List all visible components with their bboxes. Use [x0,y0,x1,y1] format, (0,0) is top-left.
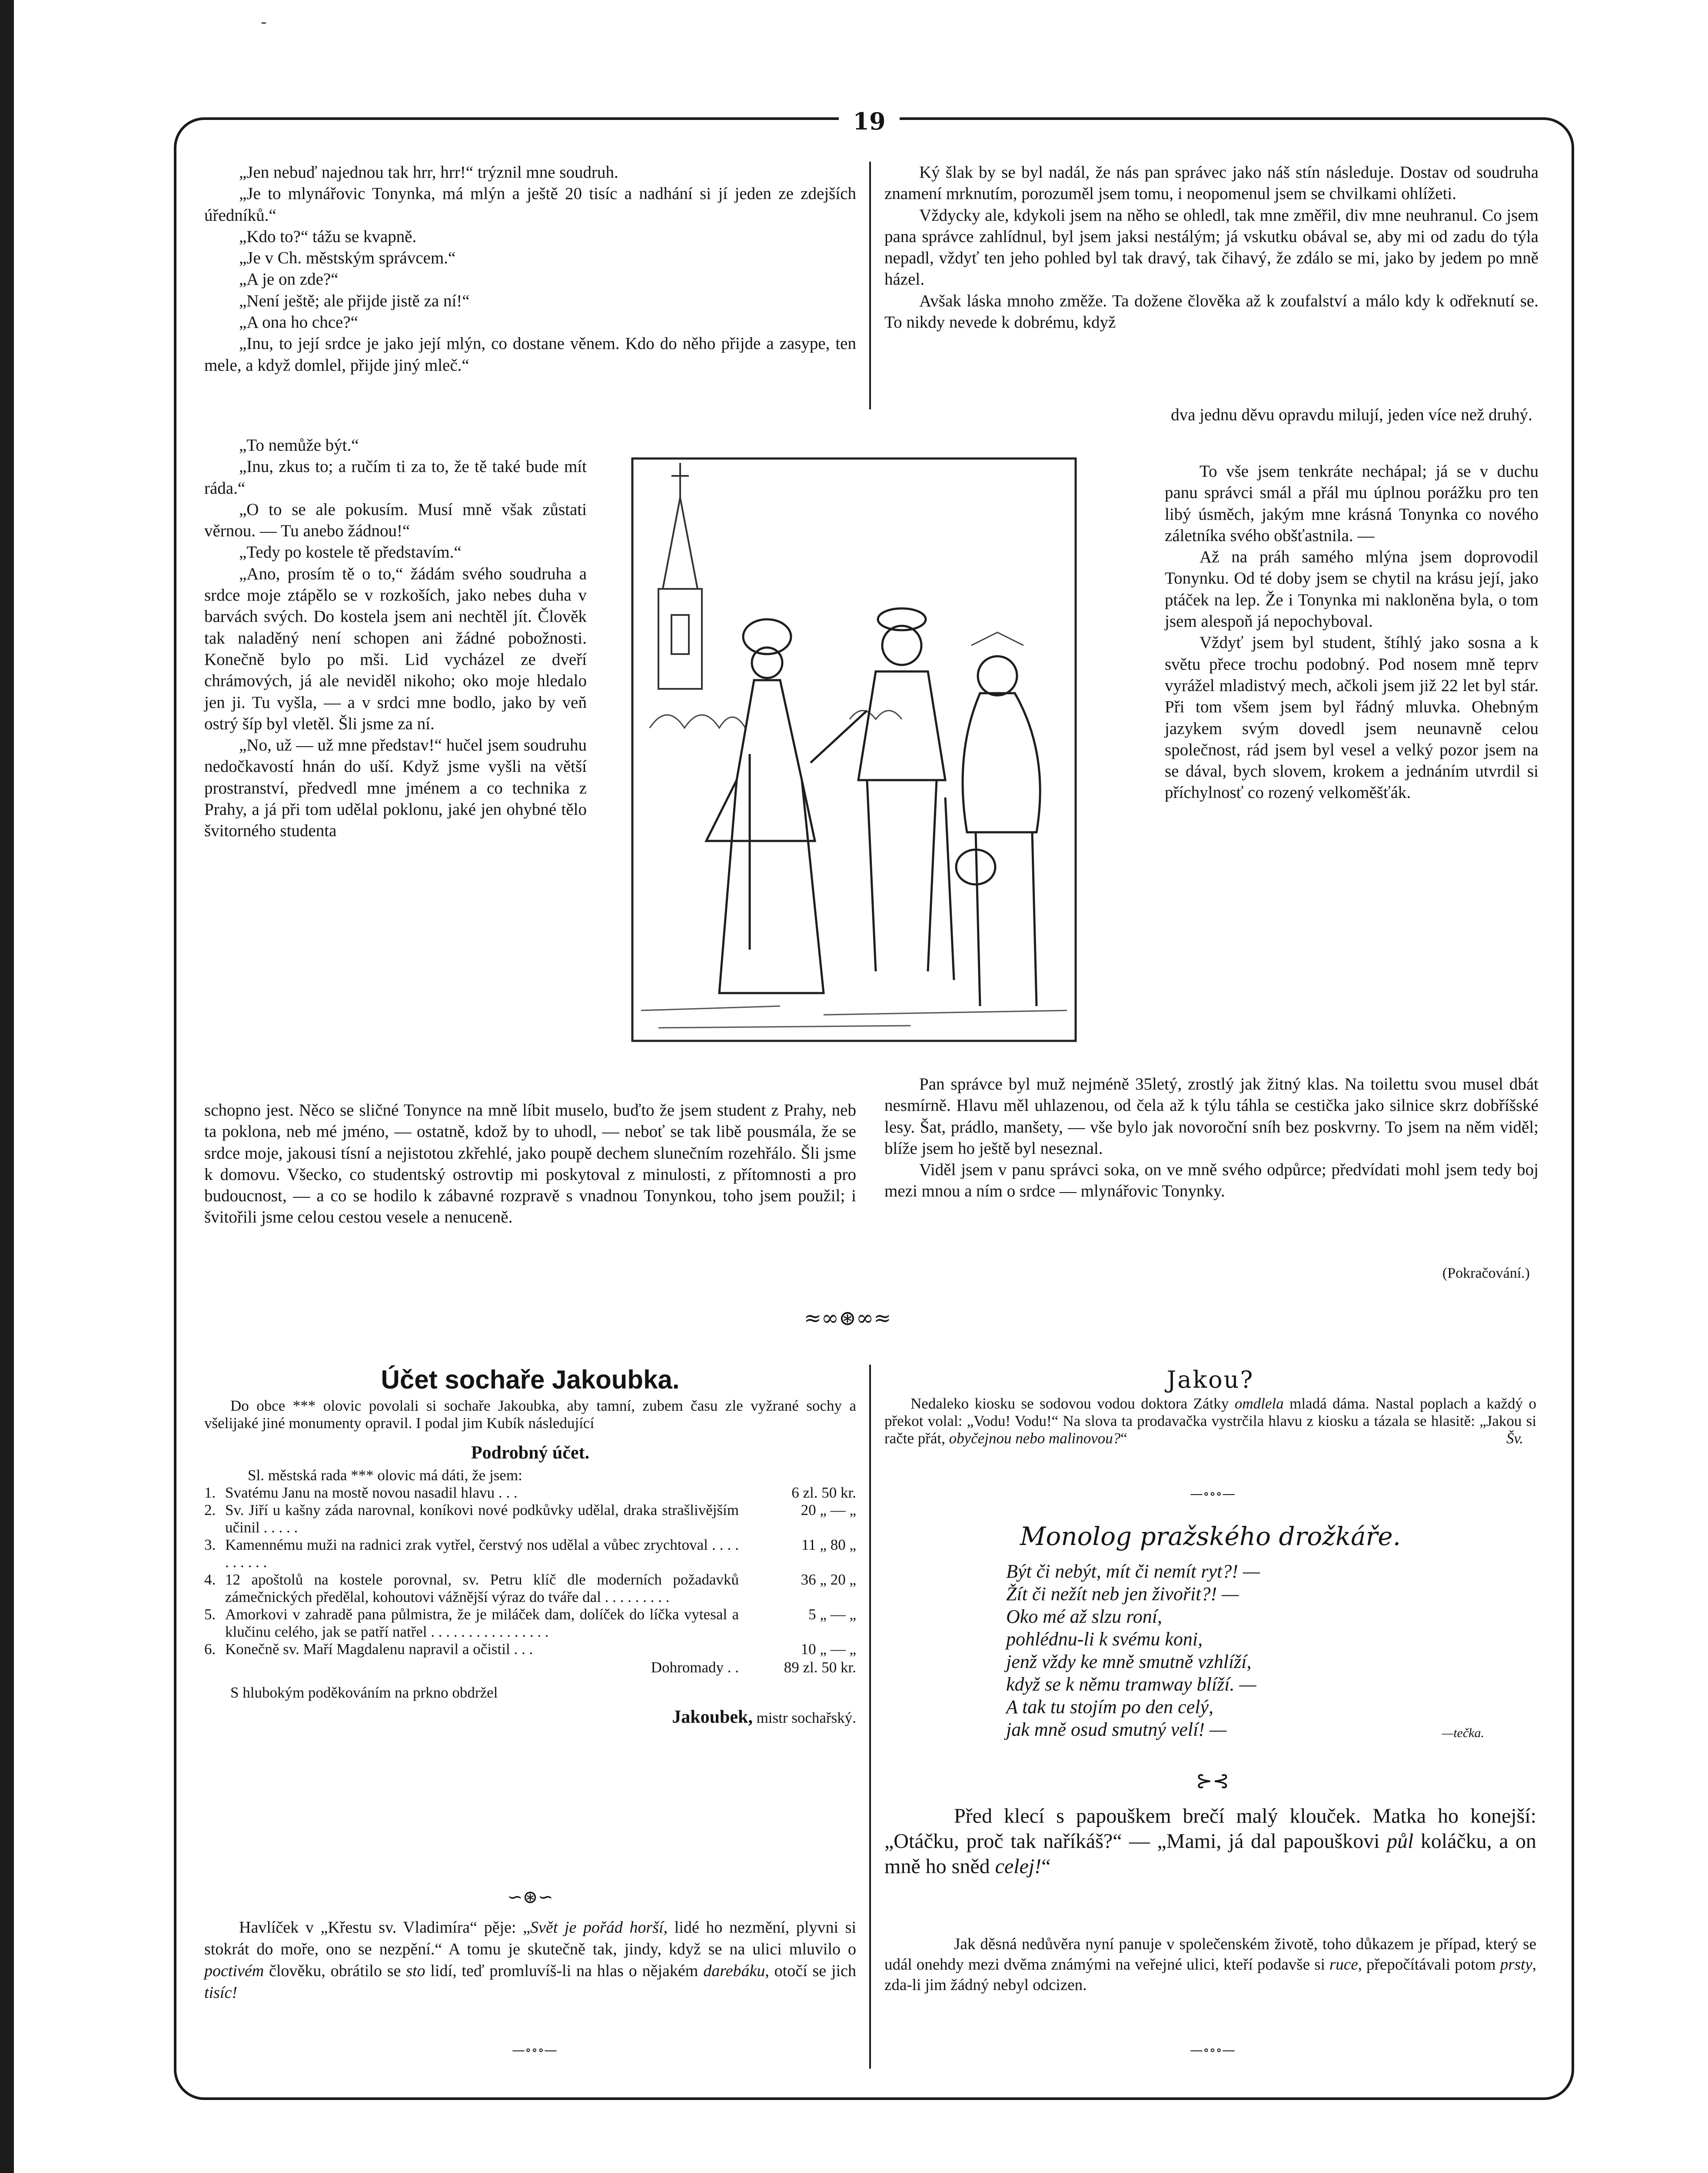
poem-line: Žít či nežít neb jen živořit?! — [1006,1583,1239,1605]
bill-item-amount: 20 „ — „ [801,1502,856,1518]
story-paragraph: „Je v Ch. městským správcem.“ [239,249,456,268]
man-bowing-figure [956,656,1040,1006]
page-number: 19 [839,102,900,141]
story-paragraph: Vždycky ale, kdykoli jsem na něho se ohledl, tak mne změřil, div mne neuhranul. Co jsem pana správce zahlídnul, byl jsem jaksi nestálým; já vskutku obával se, aby mi od zadu do týla nepadl, vždyť ten jeho pohled byl tak dravý, tak čihavý, že zdálo se mi, jako by jedem po mně házel. [884,206,1539,289]
havlicek-ornament: ∽⊛∽ [507,1886,553,1907]
story-paragraph: „No, už — už mne představ!“ hučel jsem soudruhu nedočkavostí hnán do uší. Když jsme vyšli na větší prostranství, předvedl mne jménem a co technika z Prahy, a já při tom udělal poklonu, jaké jen ohybné tělo švitorného studenta [204,736,587,841]
bill-item-number: 2. [204,1502,216,1518]
story-paragraph: „Není ještě; ale přijde jistě za ní!“ [239,291,470,310]
bill-item-text: Konečně sv. Maří Magdalenu napravil a očistil . . . [225,1641,533,1658]
story-column-2-bottom [884,1073,1539,1202]
italic-text: omdlela [1234,1395,1284,1412]
monolog-poem [884,1560,1536,1741]
story-paragraph: To vše jsem tenkráte nechápal; já se v duchu panu správci smál a přál mu úplnou porážku pro ten libý úsměch, jakým mne krásná Tonynka co nového záletníka svého obšťastnila. — [1165,462,1539,545]
story-paragraph: „Inu, to její srdce je jako její mlýn, co dostane věnem. Kdo do něho přijde a zasype, ten mele, a když domlel, přijde jiný mleč.“ [204,334,856,375]
column-rule [869,162,871,409]
text-run: , otočí se jich [765,1962,856,1980]
bill-item-text: Kamennému muži na radnici zrak vytřel, čerstvý nos udělal a vůbec zrychtoval . . . . . . . . . . [225,1536,739,1571]
column-rule [869,1365,871,2069]
story-paragraph: Vždyť jsem byl student, štíhlý jako sosna a k světu přece trochu podobný. Pod nosem mně teprv vyrážel mladistvý mech, ačkoli jsem již 22 let byl stár. Při tom všem jsem byl řádný mluvka. Ohebným jazykem svým dovedl jsem neunavně celou společnost, rád jsem byl vesel a velký pozor jsem na se dával, bych slovem, krokem a jednáním utvrdil si příchylnosť co rozený velkoměšťák. [1165,633,1539,802]
distrust-article [884,1934,1536,1995]
bill-item [204,1536,856,1571]
italic-text: ruce [1329,1956,1358,1974]
italic-text: celej! [995,1855,1042,1878]
bill-item-number: 3. [204,1536,216,1553]
woman-figure [706,619,824,993]
bill-signature-name: Jakoubek, [672,1707,753,1727]
text-run: “ [1041,1855,1051,1878]
italic-text: sto [406,1962,425,1980]
church-steeple [658,463,702,689]
bill-item-amount: 36 „ 20 „ [801,1571,856,1588]
poem-line: Být či nebýt, mít či nemít ryt?! — [1006,1561,1260,1582]
italic-text: prsty [1500,1956,1532,1974]
jakou-ornament: —∘∘∘— [1190,1486,1236,1502]
bill-item-text: Svatému Janu na mostě novou nasadil hlavu . . . [225,1484,518,1501]
italic-text: darebáku [703,1962,765,1980]
story-column-1-narrow [204,435,587,842]
text-run: lidí, teď promluvíš-li na hlas o nějakém [425,1962,704,1980]
ground-hatching [641,1006,1067,1028]
bill-salutation: Sl. městská rada *** olovic má dáti, že jsem: [248,1467,522,1484]
story-column-2-narrow [1165,461,1539,804]
story-paragraph: Avšak láska mnoho změže. Ta dožene člověka až k zoufalství a málo kdy k odřeknutí se. To nikdy nevede k dobrému, když [884,291,1539,332]
havlicek-end-ornament: —∘∘∘— [512,2043,558,2058]
story-paragraph: „A je on zde?“ [239,270,339,289]
bill-signature [204,1708,856,1727]
text-run: , přepočítávali potom [1358,1956,1500,1974]
bill-item-amount: 10 „ — „ [801,1641,856,1658]
monolog-ornament: ⊱⊰ [1196,1769,1229,1792]
bill-item-text: Amorkovi v zahradě pana půlmistra, že je miláček dam, dolíček do líčka vytesal a klučinu celého, jak se patří natřel . . . . . . . . . . . . . . . . [225,1606,739,1640]
bill-item-amount: 6 zl. 50 kr. [791,1484,856,1501]
italic-text: Svět je pořád horší [530,1918,664,1937]
bill-item-number: 5. [204,1606,216,1623]
jakou-article [884,1365,1536,1447]
parrot-article [884,1804,1536,1879]
section-divider: ≈∞⊛∞≈ [804,1306,891,1330]
monolog-article [884,1517,1536,1744]
poem-line: jenž vždy ke mně smutně vzhlíží, [1006,1651,1252,1672]
jakou-title: Jakou? [1166,1366,1254,1393]
text-run: člověku, obrátilo se [264,1962,406,1980]
bill-item-text: Sv. Jiří u kašny záda narovnal, koníkovi nové podkůvky udělal, draka strašlivějším učinil . . . . . [225,1502,739,1536]
corner-mark: - [261,12,267,32]
distrust-paragraph [884,1934,1536,1995]
italic-text: obyčejnou nebo malinovou? [949,1430,1121,1447]
text-run: Havlíček v „Křestu sv. Vladimíra“ pěje: „ [239,1918,531,1937]
bill-total [204,1659,856,1676]
bill-item [204,1484,856,1502]
story-paragraph: „O to se ale pokusím. Musí mně však zůstati věrnou. — Tu anebo žádnou!“ [204,500,587,541]
poem-line: když se k němu tramway blíží. — [1006,1674,1256,1695]
scan-edge [0,0,14,2173]
italic-text: půl [1386,1830,1414,1853]
text-run: mladá dáma. Nastal poplach a každý o překot volal: „Vodu! Vodu!“ Na slova ta prodavačka vystrčila hlavu z kiosku a tázala se hlasitě: „Jakou si račte přát, [884,1395,1537,1447]
text-run: , zda-li jim žádný nebyl odcizen. [884,1956,1536,1994]
parrot-paragraph [884,1804,1536,1879]
continued-note: (Pokračování.) [1442,1265,1530,1281]
bill-item-number: 4. [204,1571,216,1588]
crowd-sketch [650,632,1023,728]
poem-line: Oko mé až slzu roní, [1006,1606,1162,1627]
monolog-title: Monolog pražského drožkáře. [1020,1522,1401,1551]
story-paragraph: „Jen nebuď najednou tak hrr, hrr!“ trýznil mne soudruh. [239,163,618,182]
havlicek-article [204,1917,856,2004]
story-paragraph: „To nemůže být.“ [239,436,359,455]
poem-line: pohlédnu-li k svému koni, [1006,1628,1203,1650]
story-paragraph: Pan správce byl muž nejméně 35letý, zrostlý jak žitný klas. Na toilettu svou musel dbát nesmírně. Hlavu měl uhlazenou, od čela až k týlu táhla se cestička jako silnice skrz dobříšské lesy. Šat, prádlo, manšety, — vše bylo jak novoroční sníh bez poskvrny. To jsem na něm viděl; blíže jsem ho ještě byl neseznal. [884,1075,1539,1158]
man-student-figure [811,608,954,980]
bill-item-amount: 5 „ — „ [808,1606,856,1623]
illustration [606,450,1115,1063]
illustration-border [632,459,1076,1041]
bill-total-amount: 89 zl. 50 kr. [784,1659,856,1676]
story-paragraph: „Inu, zkus to; a ručím ti za to, že tě také bude mít ráda.“ [204,457,587,498]
bill-item-amount: 11 „ 80 „ [801,1536,856,1553]
italic-text: tisíc! [204,1984,237,2002]
distrust-end-ornament: —∘∘∘— [1190,2043,1236,2058]
story-paragraph: „Je to mlynářovic Tonynka, má mlýn a ještě 20 tisíc a nadhání si jí jeden ze zdejších úředníků.“ [204,184,856,225]
bill-item [204,1502,856,1536]
bill-item [204,1571,856,1606]
jakou-signature: Šv. [1506,1430,1523,1447]
story-column-1-top [204,162,856,376]
story-paragraph: „A ona ho chce?“ [239,313,358,332]
poem-line: jak mně osud smutný velí! — [1006,1719,1227,1740]
monolog-signature: —tečka. [1442,1726,1484,1740]
story-paragraph: schopno jest. Něco se sličné Tonynce na mně líbit muselo, buďto že jsem student z Prahy, neb ta poklona, neb mé jméno, — ostatně, kdož by to uhodl, — neboť se tak libě pousmála, že se srdce moje, jakousi tísní a nejistotou zkřehlé, jako poupě dechem slunečním rozehřálo. Šli jsme k domovu. Všecko, co studentský ostrovtip mi poskytoval z minulosti, z přítomnosti a pro budoucnost, — a co se hodilo k zábavné rozpravě s vnadnou Tonynkou, toho jsem použil; i švitořili jsme celou cestou vesele a nenuceně. [204,1101,856,1227]
story-paragraph: Ký šlak by se byl nadál, že nás pan správec jako náš stín následuje. Dostav od soudruha znamení mrknutím, porozuměl jsem tomu, i neopomenul jsem se chvilkami ohlížeti. [884,163,1539,203]
text-run: Nedaleko kiosku se sodovou vodou doktora Zátky [910,1395,1235,1412]
bill-items [204,1484,856,1658]
bill-item-number: 6. [204,1641,216,1658]
text-run: koláčku, a on mně ho sněd [884,1830,1537,1878]
bill-item [204,1606,856,1641]
text-run: , lidé ho nezmění, plyvni si stokrát do moře, ono se nezpění.“ A tomu je skutečně tak, jindy, když se na ulici mluvilo o [204,1918,857,1958]
story-paragraph: „Ano, prosím tě o to,“ žádám svého soudruha a srdce moje ztápělo se v rozkoších, jako nebes duha v barvách svých. Do kostela jsem ani nechtěl jít. Člověk tak naladěný není schopen ani žádné pobožnosti. Konečně bylo po mši. Lid vycházel ze dveří chrámových, já ale neviděl nikoho; oko moje hledalo jen ji. Tu vyšla, — a v srdci mne bodlo, jako by veň ostrý šíp byl vletěl. Šli jsme za ní. [204,564,587,733]
bill-item [204,1641,856,1658]
bill-article [204,1362,856,1727]
bill-item-number: 1. [204,1484,216,1501]
story-paragraph: „Tedy po kostele tě představím.“ [239,543,462,562]
story-paragraph: dva jednu děvu opravdu milují, jeden více než druhý. [1171,405,1532,424]
text-run: Jak děsná nedůvěra nyní panuje v společenském životě, toho důkazem je případ, který se udál onehdy mezi dvěma známými na veřejné ulici, kteří podavše si [884,1935,1536,1974]
bill-title: Účet sochaře Jakoubka. [381,1365,680,1394]
story-column-2-top [884,162,1539,333]
italic-text: poctivém [204,1962,264,1980]
bill-intro: Do obce *** olovic povolali si sochaře Jakoubka, aby tamní, zubem času zle vyžrané sochy a všelijaké jiné monumenty opravil. I podal jim Kubík následující [204,1397,856,1432]
story-column-2-narrow-top [1165,404,1539,425]
bill-subtitle: Podrobný účet. [471,1443,590,1463]
bill-total-label: Dohromady . . [651,1659,739,1676]
story-column-1-bottom [204,1100,856,1228]
story-paragraph: Viděl jsem v panu správci soka, on ve mně svého odpůrce; předvídati mohl jsem tedy boj mezi mnou a ním o srdce — mlynářovic Tonynky. [884,1160,1539,1201]
bill-item-text: 12 apoštolů na kostele porovnal, sv. Petru klíč dle moderních požadavků zámečnických předělal, kohoutovi vážnější výraz do tváře dal . . . . . . . . . [225,1571,739,1605]
text-run: Před klecí s papouškem brečí malý klouček. Matka ho konejší: „Otáčku, proč tak naříkáš?“ — „Mami, já dal papouškovi [884,1804,1536,1853]
havlicek-paragraph [204,1917,856,2004]
bill-thanks: S hlubokým poděkováním na prkno obdržel [230,1684,498,1701]
story-paragraph: „Kdo to?“ tážu se kvapně. [239,227,417,246]
bill-signature-title: mistr sochařský. [756,1709,856,1726]
story-paragraph: Až na práh samého mlýna jsem doprovodil Tonynku. Od té doby jsem se chytil na krásu její, jako ptáček na lep. Že i Tonynka mi nakloněna byla, o tom jsem alespoň já nepochyboval. [1165,548,1539,631]
text-run: “ [1120,1430,1127,1447]
poem-line: A tak tu stojím po den celý, [1006,1696,1213,1718]
